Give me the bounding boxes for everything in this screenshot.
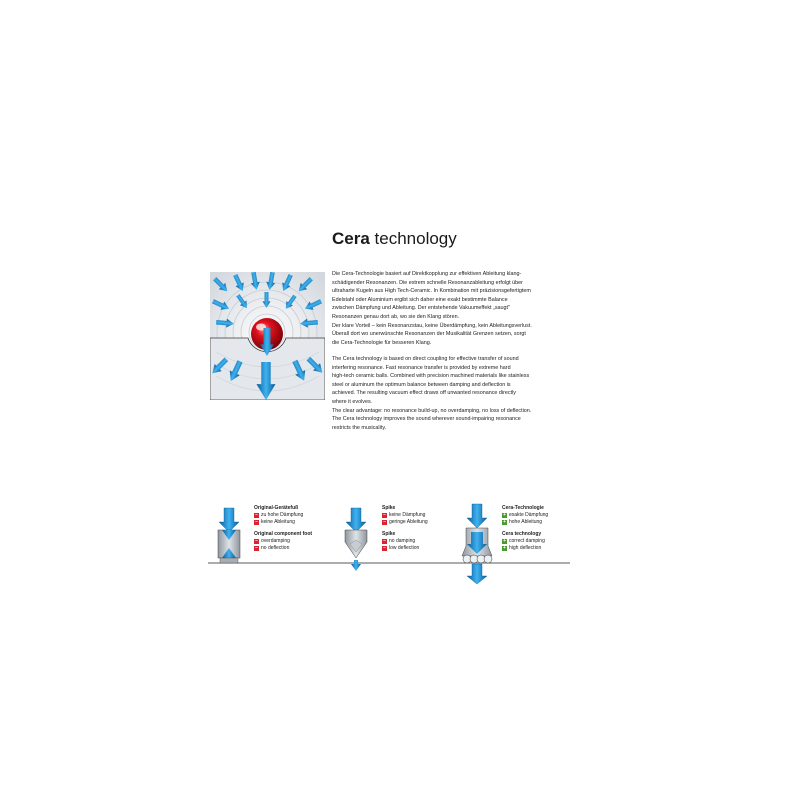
resonance-illustration — [210, 272, 325, 400]
legend-item: – geringe Ableitung — [383, 519, 428, 525]
text-line: achieved. The resulting vacuum effect draws off unwanted resonance directly — [332, 390, 516, 397]
comparison-diagrams — [208, 500, 570, 592]
text-line: where it evolves. — [332, 398, 373, 405]
minus-icon: – — [255, 538, 258, 544]
text-line: The Cera technology improves the sound wherever sound-impairing resonance — [332, 416, 521, 423]
description-german — [332, 270, 582, 347]
page-title: Cera technology — [332, 229, 457, 248]
text-line: Resonanzen genau dort ab, wo sie den Klang stören. — [332, 313, 460, 320]
minus-icon: – — [383, 545, 386, 551]
legend-item: – keine Dämpfung — [383, 512, 426, 518]
cera-figure — [462, 504, 492, 584]
minus-icon: – — [383, 512, 386, 518]
legend-heading: Cera-Technologie — [502, 505, 544, 511]
legend-original-foot — [254, 505, 312, 552]
legend-heading: Spike — [382, 531, 396, 537]
plus-icon: + — [503, 545, 506, 551]
plus-icon: + — [503, 512, 506, 518]
legend-item: – keine Ableitung — [255, 519, 295, 525]
text-line: The Cera technology is based on direct coupling for effective transfer of sound — [332, 356, 519, 362]
legend-item: + exakte Dämpfung — [503, 512, 549, 518]
text-line: die Cera-Technologie für besseren Klang. — [332, 339, 432, 346]
minus-icon: – — [383, 519, 386, 525]
plus-icon: + — [503, 538, 506, 544]
original-foot-figure — [218, 508, 240, 563]
legend-item: + hohe Ableitung — [503, 519, 543, 525]
legend-item: – zu hohe Dämpfung — [255, 512, 304, 518]
minus-icon: – — [255, 512, 258, 518]
legend-heading: Spike — [382, 505, 396, 511]
text-line: ultraharte Kugeln aus High Tech-Ceramic. In Kombination mit präzisionsgefertigtem — [332, 288, 531, 295]
text-line: Edelstahl oder Aluminium ergibt sich daher eine exakt bestimmte Balance — [332, 296, 508, 303]
text-line: steel or aluminum the optimum balance between damping and deflection is — [332, 381, 511, 388]
text-line: high-tech ceramic balls. Combined with precision machined materials like stainless — [332, 373, 530, 380]
text-line: zwischen Dämpfung und Ableitung. Der entstehende Vakuumeffekt „saugt" — [332, 305, 510, 312]
legend-heading: Cera technology — [502, 531, 542, 537]
legend-item: – overdamping — [255, 538, 290, 544]
text-line: Überall dort wo unerwünschte Resonanzen der Musikalität Grenzen setzen, sorgt — [332, 331, 526, 338]
text-line: schädigender Resonanzen. Die extrem schnelle Resonanzableitung erfolgt über — [332, 279, 523, 286]
legend-heading: Original-Gerätefuß — [254, 505, 299, 511]
legend-item: + correct damping — [503, 538, 545, 544]
legend-item: – no damping — [383, 538, 416, 544]
minus-icon: – — [255, 545, 258, 551]
legend-item: – low deflection — [383, 545, 420, 551]
text-line: interfering resonance. Fast resonance transfer is provided by extreme hard — [332, 364, 511, 371]
plus-icon: + — [503, 519, 506, 525]
legend-spike — [382, 505, 428, 552]
legend-item: – no deflection — [255, 545, 290, 551]
legend-heading: Original component foot — [254, 531, 313, 537]
minus-icon: – — [383, 538, 386, 544]
legend-item: + high deflection — [503, 545, 542, 551]
description-english — [332, 355, 582, 432]
text-line: The clear advantage: no resonance build-up, no overdamping, no loss of deflection. — [332, 407, 532, 414]
text-line: restricts the musicality. — [332, 424, 387, 431]
minus-icon: – — [255, 519, 258, 525]
text-line: Der klare Vorteil – kein Resonanzstau, keine Überdämpfung, kein Ableitungsverlust. — [332, 322, 532, 329]
text-line: Die Cera-Technologie basiert auf Direktkopplung zur effektiven Ableitung klang- — [332, 271, 522, 277]
spike-figure — [345, 508, 367, 571]
legend-cera — [502, 505, 548, 552]
